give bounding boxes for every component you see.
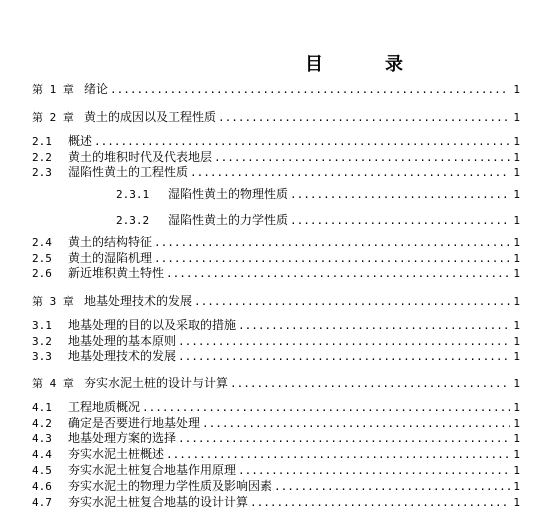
toc-entry-2-3-2[interactable] [116,213,520,228]
toc-entry-2-1[interactable] [32,134,520,149]
toc-entry-number: 4.1 [32,401,52,414]
toc-entry-number: 4.4 [32,448,52,461]
toc-entry-label: 地基处理的目的以及采取的措施 [68,318,237,332]
toc-entry-2-6[interactable] [32,266,520,281]
toc-entry-number: 2.1 [32,135,52,148]
toc-entry-page: 1 [513,267,520,280]
toc-entry-2-2[interactable] [32,150,520,165]
toc-leader-dots [190,165,510,180]
toc-entry-ch1[interactable] [32,82,520,97]
toc-entry-page: 1 [513,295,520,308]
toc-entry-number: 2.3 [32,166,52,179]
toc-entry-page: 1 [513,448,520,461]
toc-leader-dots [274,479,510,494]
toc-entry-label: 夯实水泥土桩概述 [68,447,165,461]
toc-entry-4-7[interactable] [32,495,520,510]
toc-entry-page: 1 [513,377,520,390]
toc-entry-3-1[interactable] [32,318,520,333]
toc-entry-page: 1 [513,83,520,96]
toc-entry-page: 1 [513,350,520,363]
toc-entry-page: 1 [513,464,520,477]
toc-entry-number: 4.7 [32,496,52,509]
toc-entry-number: 4.5 [32,464,52,477]
toc-entry-4-1[interactable] [32,400,520,415]
toc-entry-page: 1 [513,166,520,179]
toc-entry-label: 黄土的成因以及工程性质 [84,110,217,124]
toc-entry-label: 地基处理技术的发展 [68,349,177,363]
toc-entry-number: 2.5 [32,252,52,265]
toc-entry-label: 湿陷性黄土的工程性质 [68,165,189,179]
toc-leader-dots [178,431,510,446]
toc-entry-label: 绪论 [84,82,109,96]
toc-leader-dots [202,416,510,431]
toc-leader-dots [250,495,510,510]
toc-title: 目 录 [305,54,425,75]
toc-leader-dots [154,251,510,266]
toc-entry-label: 概述 [68,134,93,148]
toc-entry-number: 第 3 章 [32,295,74,308]
toc-entry-page: 1 [513,135,520,148]
toc-entry-label: 地基处理方案的选择 [68,431,177,445]
toc-entry-page: 1 [513,214,520,227]
toc-leader-dots [238,318,510,333]
toc-entry-number: 第 4 章 [32,377,74,390]
toc-leader-dots [166,266,510,281]
toc-entry-label: 确定是否要进行地基处理 [68,416,201,430]
toc-leader-dots [94,134,510,149]
toc-leader-dots [194,294,510,309]
toc-entry-page: 1 [513,111,520,124]
toc-leader-dots [238,463,510,478]
toc-entry-number: 第 1 章 [32,83,74,96]
toc-entry-2-3-1[interactable] [116,187,520,202]
toc-entry-4-3[interactable] [32,431,520,446]
toc-entry-4-5[interactable] [32,463,520,478]
toc-entry-number: 3.1 [32,319,52,332]
toc-entry-number: 2.2 [32,151,52,164]
toc-entry-number: 4.2 [32,417,52,430]
toc-entry-number: 4.3 [32,432,52,445]
toc-entry-page: 1 [513,252,520,265]
toc-entry-label: 夯实水泥土桩的设计与计算 [84,376,229,390]
toc-entry-label: 黄土的堆积时代及代表地层 [68,150,213,164]
toc-entry-ch3[interactable] [32,294,520,309]
toc-entry-number: 2.3.1 [116,188,150,201]
toc-entry-page: 1 [513,335,520,348]
toc-entry-page: 1 [513,151,520,164]
toc-entry-ch4[interactable] [32,376,520,391]
toc-entry-label: 湿陷性黄土的力学性质 [168,213,289,227]
toc-entry-label: 地基处理技术的发展 [84,294,193,308]
toc-leader-dots [154,235,510,250]
toc-entry-page: 1 [513,401,520,414]
toc-entry-number: 3.2 [32,335,52,348]
toc-entry-number: 2.3.2 [116,214,150,227]
toc-entry-number: 4.6 [32,480,52,493]
toc-entry-label: 夯实水泥土桩复合地基作用原理 [68,463,237,477]
toc-entry-label: 夯实水泥土的物理力学性质及影响因素 [68,479,273,493]
toc-entry-2-5[interactable] [32,251,520,266]
toc-leader-dots [110,82,510,97]
toc-entry-label: 湿陷性黄土的物理性质 [168,187,289,201]
toc-leader-dots [218,110,510,125]
toc-entry-number: 2.4 [32,236,52,249]
toc-leader-dots [142,400,510,415]
toc-leader-dots [290,187,510,202]
toc-leader-dots [166,447,510,462]
toc-entry-page: 1 [513,188,520,201]
toc-entry-3-2[interactable] [32,334,520,349]
toc-leader-dots [178,334,510,349]
toc-leader-dots [178,349,510,364]
toc-entry-number: 3.3 [32,350,52,363]
toc-entry-page: 1 [513,319,520,332]
toc-entry-page: 1 [513,496,520,509]
toc-entry-number: 2.6 [32,267,52,280]
toc-entry-4-6[interactable] [32,479,520,494]
toc-entry-ch2[interactable] [32,110,520,125]
toc-leader-dots [230,376,510,391]
toc-leader-dots [290,213,510,228]
toc-entry-page: 1 [513,480,520,493]
toc-entry-4-2[interactable] [32,416,520,431]
toc-entry-3-3[interactable] [32,349,520,364]
toc-entry-page: 1 [513,236,520,249]
toc-entry-label: 新近堆积黄土特性 [68,266,165,280]
toc-entry-number: 第 2 章 [32,111,74,124]
toc-entry-page: 1 [513,432,520,445]
toc-entry-page: 1 [513,417,520,430]
toc-entry-label: 黄土的湿陷机理 [68,251,153,265]
toc-entry-label: 工程地质概况 [68,400,141,414]
toc-entry-2-3[interactable] [32,165,520,180]
toc-entry-2-4[interactable] [32,235,520,250]
toc-entry-4-4[interactable] [32,447,520,462]
toc-entry-label: 黄土的结构特征 [68,235,153,249]
toc-leader-dots [214,150,510,165]
toc-entry-label: 夯实水泥土桩复合地基的设计计算 [68,495,249,509]
toc-entry-label: 地基处理的基本原则 [68,334,177,348]
